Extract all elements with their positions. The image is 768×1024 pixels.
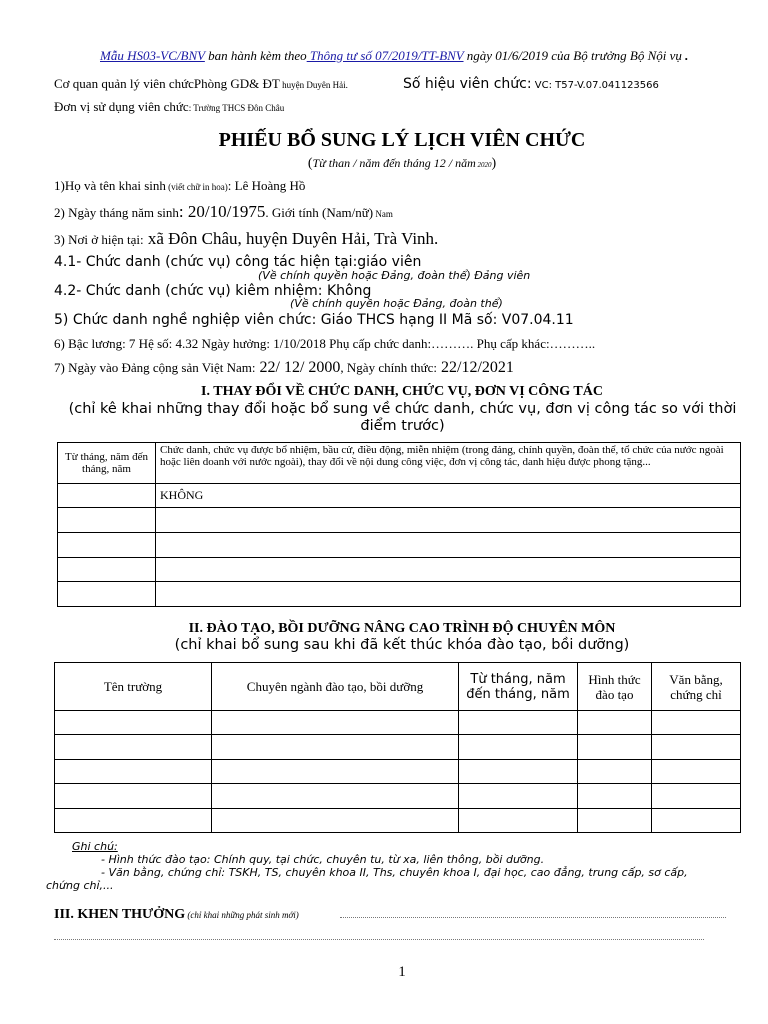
party-official-value: 22/12/2021 [437, 359, 514, 376]
notes-line-training: - Hình thức đào tạo: Chính quy, tại chức, chuyên tu, từ xa, liên thông, bồi dưỡng. [101, 853, 545, 866]
gender-label: . Giới tính (Nam/nữ) [265, 205, 374, 220]
section3-note: (chỉ khai những phát sinh mới) [185, 910, 299, 920]
field-concurrent-position: 4.2- Chức danh (chức vụ) kiêm nhiệm: Không [54, 283, 372, 299]
field-full-name [54, 178, 305, 194]
certificate-cell[interactable] [652, 760, 741, 784]
party-date-label: 7) Ngày vào Đảng cộng sản Việt Nam: [54, 360, 256, 375]
training-type-cell[interactable] [578, 784, 652, 809]
section2-note: (chỉ khai bổ sung sau khi đã kết thúc khóa đào tạo, bồi dưỡng) [174, 637, 630, 653]
section1-table [57, 442, 741, 607]
birth-date-value: : 20/10/1975 [178, 202, 266, 221]
table-row [55, 760, 741, 784]
table-row [58, 533, 741, 558]
training-type-cell[interactable] [578, 809, 652, 833]
period-cell[interactable] [459, 809, 578, 833]
table-row [55, 735, 741, 760]
issued-date-text: ngày 01/6/2019 của Bộ trưởng Bộ Nội vụ [463, 48, 682, 63]
col-training-type: Hình thức đào tạo [578, 663, 652, 711]
section3-fill-line-1[interactable] [340, 917, 726, 918]
col-period: Từ tháng, năm đến tháng, năm [459, 663, 578, 711]
field-party-date: 7) Ngày vào Đảng cộng sản Việt Nam: 22/ 12/ 2000, Ngày chính thức: 22/12/2021 [54, 359, 514, 376]
major-cell[interactable] [212, 735, 459, 760]
major-cell[interactable] [212, 711, 459, 735]
party-official-label: Ngày chính thức: [343, 360, 437, 375]
circular-link[interactable]: Thông tư số 07/2019/TT-BNV [306, 48, 464, 63]
employee-id-value: VC: T57-V.07.041123566 [531, 80, 659, 91]
agency-line [54, 76, 348, 92]
table-row [58, 508, 741, 533]
period-cell[interactable] [58, 533, 156, 558]
major-cell[interactable] [212, 784, 459, 809]
section3-heading: III. KHEN THƯỞNG [54, 907, 186, 922]
section1-header-row [58, 443, 741, 484]
agency-district: huyện Duyên Hải. [279, 80, 348, 90]
major-cell[interactable] [212, 809, 459, 833]
field-address [54, 229, 438, 249]
address-label: 3) Nơi ở hiện tại: [54, 232, 144, 247]
address-value: xã Đôn Châu, huyện Duyên Hải, Trà Vinh. [143, 229, 439, 248]
full-name-note: (viết chữ in hoa) [165, 182, 228, 192]
period-cell[interactable] [459, 784, 578, 809]
employee-id-line [403, 75, 659, 93]
table-row [58, 484, 741, 508]
section1-note: (chỉ kê khai những thay đổi hoặc bổ sung về chức danh, chức vụ, đơn vị công tác so với thời điểm trước) [68, 401, 737, 434]
section2-header-row [55, 663, 741, 711]
description-cell[interactable] [156, 533, 741, 558]
section1-col-period: Từ tháng, năm đến tháng, năm [58, 443, 156, 484]
school-cell[interactable] [55, 735, 212, 760]
section1-col-description: Chức danh, chức vụ được bổ nhiệm, bầu cử, điều động, miễn nhiệm (trong đảng, chính quyền, đoàn thể, tổ chức của nước ngoài hoặc liên doanh với nước ngoài), thay đổi về nội dung công việc, đơn vị công tác, danh hiệu được phong tặng... [156, 443, 741, 484]
school-cell[interactable] [55, 711, 212, 735]
gender-value: Nam [373, 209, 393, 219]
training-type-cell[interactable] [578, 735, 652, 760]
subtitle-year: 2020 [475, 161, 492, 169]
col-school: Tên trường [55, 663, 212, 711]
page-title: PHIẾU BỔ SUNG LÝ LỊCH VIÊN CHỨC [218, 129, 586, 151]
page-number: 1 [398, 964, 406, 980]
certificate-cell[interactable] [652, 809, 741, 833]
notes-title: Ghi chú: [72, 840, 118, 853]
full-name-label: 1)Họ và tên khai sinh [54, 178, 166, 193]
major-cell[interactable] [212, 760, 459, 784]
field-salary: 6) Bậc lương: 7 Hệ số: 4.32 Ngày hưởng: 1/10/2018 Phụ cấp chức danh:………. Phụ cấp khác:……….. [54, 336, 596, 351]
birth-date-label: 2) Ngày tháng năm sinh [54, 205, 179, 220]
section3-fill-line-2[interactable] [54, 939, 704, 940]
unit-label: Đơn vị sử dụng viên chức [54, 99, 189, 114]
page-subtitle: (Từ than / năm đến tháng 12 / năm 2020) [307, 156, 497, 171]
notes-line-certificate-cont: chứng chỉ,... [46, 879, 114, 892]
period-cell[interactable] [459, 760, 578, 784]
certificate-cell[interactable] [652, 735, 741, 760]
certificate-cell[interactable] [652, 711, 741, 735]
field-birth-date [54, 202, 393, 222]
header-period: . [681, 48, 689, 63]
party-date-value: 22/ 12/ 2000 [255, 359, 341, 376]
agency-label: Cơ quan quản lý viên chức [54, 76, 194, 91]
school-cell[interactable] [55, 760, 212, 784]
form-header [100, 48, 688, 64]
section1-heading: I. THAY ĐỔI VỀ CHỨC DANH, CHỨC VỤ, ĐƠN VỊ CÔNG TÁC [201, 384, 603, 399]
table-row [55, 809, 741, 833]
description-cell[interactable] [156, 558, 741, 582]
table-row [55, 711, 741, 735]
period-cell[interactable] [58, 558, 156, 582]
agency-value: Phòng GD& ĐT [193, 76, 280, 91]
subtitle-text: Từ than / năm đến tháng 12 / năm [312, 156, 476, 170]
table-row [55, 784, 741, 809]
employee-id-label: Số hiệu viên chức: [403, 76, 532, 92]
issued-text: ban hành kèm theo [204, 48, 307, 63]
description-cell[interactable] [156, 508, 741, 533]
section2-table [54, 662, 741, 833]
unit-line [54, 99, 284, 115]
col-certificate: Văn bằng, chứng chỉ [652, 663, 741, 711]
school-cell[interactable] [55, 784, 212, 809]
col-major: Chuyên ngành đào tạo, bồi dưỡng [212, 663, 459, 711]
training-type-cell[interactable] [578, 711, 652, 735]
certificate-cell[interactable] [652, 784, 741, 809]
school-cell[interactable] [55, 809, 212, 833]
form-code-link[interactable]: Mẫu HS03-VC/BNV [100, 48, 205, 63]
period-cell[interactable] [58, 484, 156, 508]
concurrent-position-note: (Về chính quyền hoặc Đảng, đoàn thể) [290, 297, 503, 310]
period-cell[interactable] [459, 711, 578, 735]
current-position-note: (Về chính quyền hoặc Đảng, đoàn thể) Đảng viên [258, 269, 531, 282]
field-professional-title: 5) Chức danh nghề nghiệp viên chức: Giáo THCS hạng II Mã số: V07.04.11 [54, 312, 574, 328]
field-current-position: 4.1- Chức danh (chức vụ) công tác hiện tại:giáo viên [54, 254, 422, 270]
period-cell[interactable] [58, 508, 156, 533]
description-cell[interactable]: KHÔNG [156, 484, 741, 508]
description-cell[interactable] [156, 582, 741, 607]
table-row [58, 558, 741, 582]
section3-heading-line [54, 905, 299, 923]
full-name-value: : Lê Hoàng Hồ [227, 178, 306, 193]
period-cell[interactable] [58, 582, 156, 607]
unit-value: : Trường THCS Đôn Châu [188, 103, 285, 113]
table-row [58, 582, 741, 607]
section2-heading: II. ĐÀO TẠO, BỒI DƯỠNG NÂNG CAO TRÌNH ĐỘ CHUYÊN MÔN [188, 621, 616, 636]
notes-line-certificate: - Văn bằng, chứng chỉ: TSKH, TS, chuyên khoa II, Ths, chuyên khoa I, đại học, cao đẳng, trung cấp, sơ cấp, [101, 866, 688, 879]
period-cell[interactable] [459, 735, 578, 760]
training-type-cell[interactable] [578, 760, 652, 784]
